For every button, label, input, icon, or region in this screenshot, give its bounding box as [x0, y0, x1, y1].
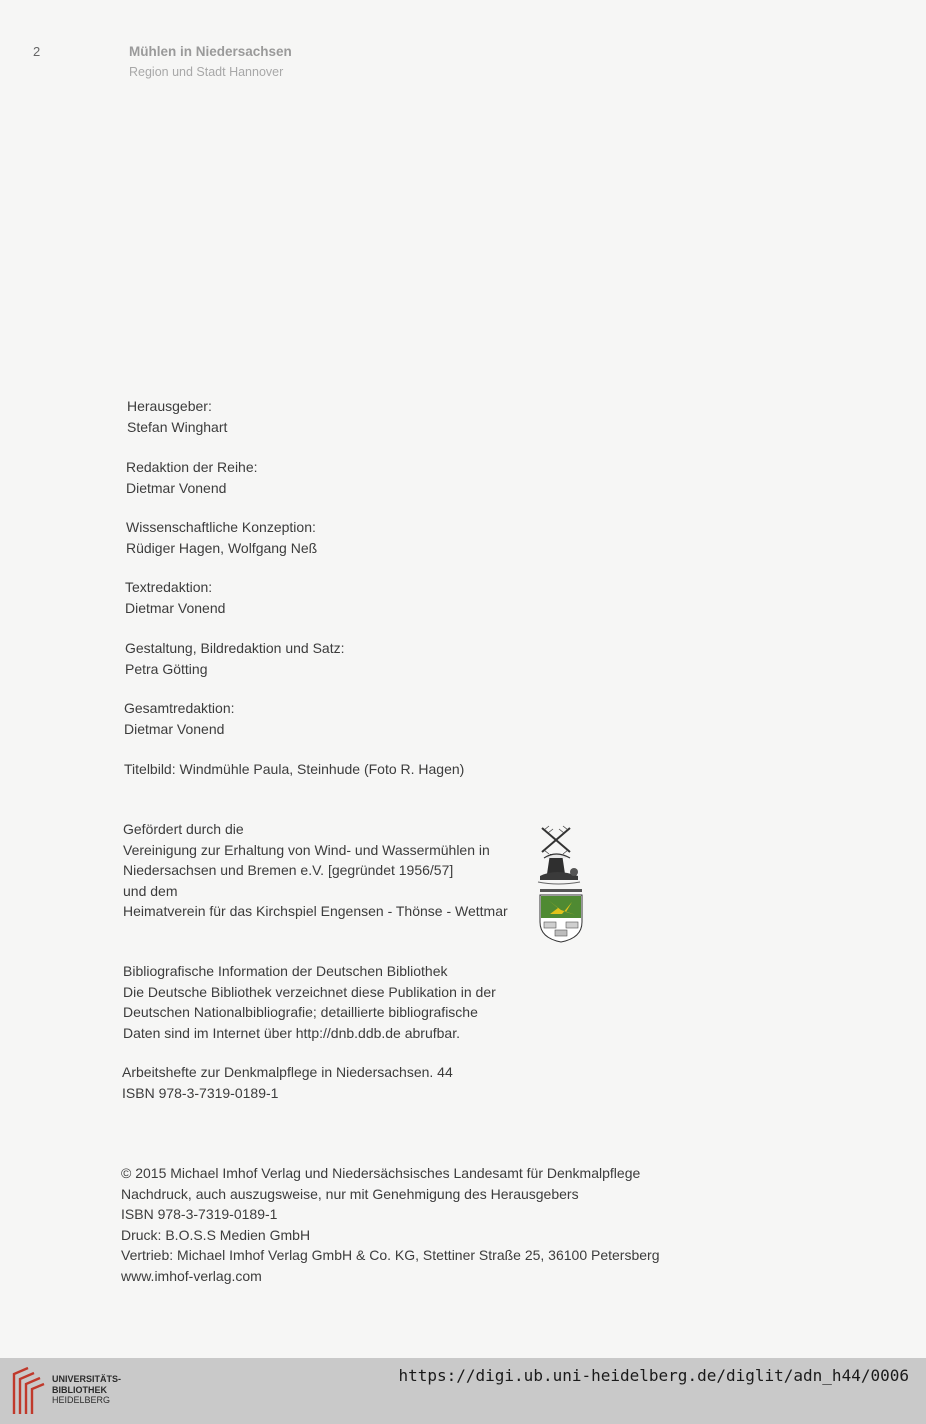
funding-line: Vereinigung zur Erhaltung von Wind- und Wassermühlen in — [123, 841, 490, 858]
credit-role: Gesamtredaktion: — [124, 700, 235, 716]
bibliography-line: Daten sind im Internet über http://dnb.ddb.de abrufbar. — [123, 1024, 460, 1041]
windmill-logo-icon — [530, 822, 586, 886]
library-name: UNIVERSITÄTS- BIBLIOTHEK HEIDELBERG — [52, 1374, 122, 1405]
bibliography-line: Bibliografische Information der Deutschen Bibliothek — [123, 963, 448, 979]
credit-overall-editor — [124, 698, 235, 739]
imprint-line: ISBN 978-3-7319-0189-1 — [121, 1206, 278, 1222]
series-block — [122, 1062, 453, 1103]
credit-role: Redaktion der Reihe: — [126, 459, 258, 475]
coat-of-arms-logo-icon — [536, 888, 586, 944]
imprint-line: www.imhof-verlag.com — [121, 1267, 262, 1284]
credit-name: Dietmar Vonend — [124, 720, 225, 737]
credit-design — [125, 638, 344, 679]
credit-name: Rüdiger Hagen, Wolfgang Neß — [126, 539, 318, 556]
imprint-line: © 2015 Michael Imhof Verlag und Niedersächsisches Landesamt für Denkmalpflege — [121, 1165, 641, 1181]
funding-line: und dem — [123, 882, 178, 899]
cover-note: Titelbild: Windmühle Paula, Steinhude (Foto R. Hagen) — [124, 761, 465, 777]
credit-publisher — [127, 396, 227, 437]
funding-line: Niedersachsen und Bremen e.V. [gegründet 1956/57] — [123, 862, 454, 878]
credit-role: Herausgeber: — [127, 398, 212, 414]
credit-series-editor — [126, 457, 258, 498]
credit-text-editor — [125, 577, 225, 618]
funding-block — [123, 819, 508, 922]
credit-name: Petra Götting — [125, 660, 208, 677]
series-line: ISBN 978-3-7319-0189-1 — [122, 1084, 279, 1101]
university-library-logo-icon — [8, 1366, 48, 1418]
credit-name: Dietmar Vonend — [125, 599, 226, 616]
bibliography-block — [123, 961, 496, 1043]
series-line: Arbeitshefte zur Denkmalpflege in Niedersachsen. 44 — [122, 1064, 453, 1080]
bibliography-line: Deutschen Nationalbibliografie; detaillierte bibliografische — [123, 1004, 478, 1020]
credit-scientific-concept — [126, 517, 317, 558]
funding-line: Heimatverein für das Kirchspiel Engensen - Thönse - Wettmar — [123, 903, 508, 919]
credit-name: Dietmar Vonend — [126, 479, 227, 496]
credit-name: Stefan Winghart — [127, 418, 228, 435]
running-header-title: Mühlen in Niedersachsen — [129, 44, 292, 59]
imprint-line: Vertrieb: Michael Imhof Verlag GmbH & Co. KG, Stettiner Straße 25, 36100 Petersberg — [121, 1247, 660, 1263]
credit-role: Textredaktion: — [125, 579, 213, 595]
page-number: 2 — [33, 44, 41, 59]
digitization-url-link[interactable]: https://digi.ub.uni-heidelberg.de/diglit/adn_h44/0006 — [398, 1366, 909, 1385]
imprint-block — [121, 1163, 659, 1286]
imprint-line: Nachdruck, auch auszugsweise, nur mit Genehmigung des Herausgebers — [121, 1185, 579, 1202]
funding-line: Gefördert durch die — [123, 821, 244, 837]
bibliography-line: Die Deutsche Bibliothek verzeichnet diese Publikation in der — [123, 983, 496, 1000]
running-header-subtitle: Region und Stadt Hannover — [129, 65, 284, 79]
credit-role: Gestaltung, Bildredaktion und Satz: — [125, 640, 345, 656]
imprint-line: Druck: B.O.S.S Medien GmbH — [121, 1226, 311, 1243]
credit-role: Wissenschaftliche Konzeption: — [126, 519, 316, 535]
